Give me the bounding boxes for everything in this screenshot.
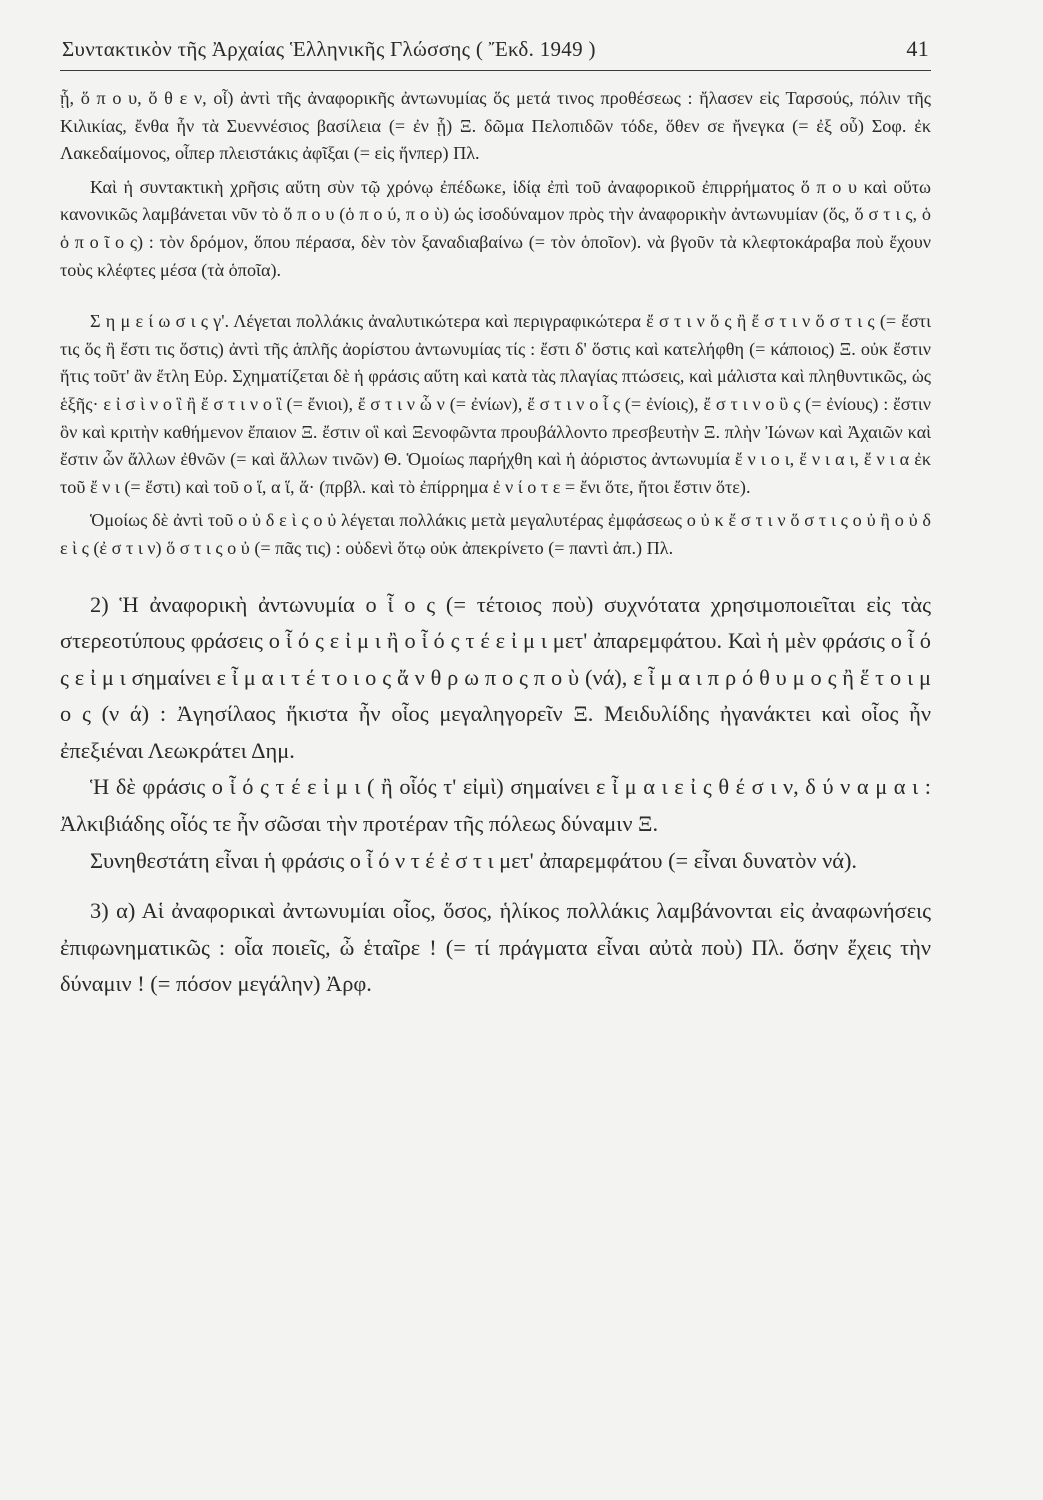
paragraph-oion-te-esti: Συνηθεστάτη εἶναι ἡ φράσις ο ἷ ό ν τ έ ἐ σ τ ι μετ' ἀπαρεμφάτου (= εἶναι δυνατὸν νά). bbox=[90, 847, 857, 873]
paragraph-syntactic-usage: Καὶ ἡ συντακτικὴ χρῆσις αὕτη σὺν τῷ χρόνῳ ἐπέδωκε, ἰδίᾳ ἐπὶ τοῦ ἀναφορικοῦ ἐπιρρήματος ὅ π ο υ καὶ οὕτω κανονικῶς λαμβάνεται νῦν τὸ ὅ π ο υ (ὁ π ο ύ, π ο ὺ) ὡς ἰσοδύναμον πρὸς τὴν ἀναφορικὴν ἀντωνυμίαν (ὅς, ὅ σ τ ι ς, ὁ ὁ π ο ῖ ο ς) : τὸν δρόμον, ὅπου πέρασα, δὲν τὸν ξαναδιαβαίνω (= τὸν ὁποῖον). νὰ βγοῦν τὰ κλεφτοκάραβα ποὺ ἔχουν τοὺς κλέφτες μέσα (τὰ ὁποῖα). bbox=[60, 176, 931, 280]
running-title: Συντακτικὸν τῆς Ἀρχαίας Ἑλληνικῆς Γλώσσης ( Ἔκδ. 1949 ) bbox=[62, 37, 596, 61]
paragraph-note-gamma: Σ η μ ε ί ω σ ι ς γ'. Λέγεται πολλάκις ἀναλυτικώτερα καὶ περιγραφικώτερα ἔ σ τ ι ν ὅ ς ἢ ἔ σ τ ι ν ὅ σ τ ι ς (= ἔστι τις ὅς ἢ ἔστι τις ὅστις) ἀντὶ τῆς ἁπλῆς ἀορίστου ἀντωνυμίας τίς : ἔστι δ' ὅστις καὶ κατελήφθη (= κάποιος) Ξ. οὐκ ἔστιν ἥτις τοῦτ' ἂν ἔτλη Εὐρ. Σχηματίζεται δὲ ἡ φράσις αὕτη καὶ κατὰ τὰς πλαγίας πτώσεις, καὶ μάλιστα καὶ πληθυντικῶς, ὡς ἑξῆς· ε ἰ σ ὶ ν ο ἳ ἢ ἔ σ τ ι ν ο ἳ (= ἔνιοι), ἔ σ τ ι ν ὧ ν (= ἐνίων), ἔ σ τ ι ν ο ἷ ς (= ἐνίοις), ἔ σ τ ι ν ο ὓ ς (= ἐνίους) : ἔστιν ὃν καὶ κριτὴν καθήμενον ἔπαιον Ξ. ἔστιν οἳ καὶ Ξενοφῶντα προυβάλλοντο πρεσβευτὴν Ξ. πλὴν Ἰώνων καὶ Ἀχαιῶν καὶ ἔστιν ὧν ἄλλων ἐθνῶν (= καὶ ἄλλων τινῶν) Θ. Ὁμοίως παρήχθη καὶ ἡ ἀόριστος ἀντωνυμία ἔ ν ι ο ι, ἔ ν ι α ι, ἔ ν ι α ἐκ τοῦ ἔ ν ι (= ἔστι) καὶ τοῦ ο ἵ, α ἵ, ἅ· (πρβλ. καὶ τὸ ἐπίρρημα ἐ ν ί ο τ ε = ἔνι ὅτε, ἤτοι ἔστιν ὅτε). bbox=[60, 311, 931, 497]
paragraph-section-3a: 3) α) Αἱ ἀναφορικαὶ ἀντωνυμίαι οἷος, ὅσος, ἡλίκος πολλάκις λαμβάνονται εἰς ἀναφωνήσεις ἐπιφωνηματικῶς : οἷα ποιεῖς, ὦ ἑταῖρε ! (= τί πράγματα εἶναι αὐτὰ ποὺ) Πλ. ὅσην ἔχεις τὴν δύναμιν ! (= πόσον μεγάλην) Ἀρφ. bbox=[60, 898, 931, 997]
page-number: 41 bbox=[906, 36, 929, 61]
running-header bbox=[60, 36, 931, 71]
paragraph-oios-te-eimi: Ἡ δὲ φράσις ο ἷ ό ς τ έ ε ἰ μ ι ( ἢ οἷός τ' εἰμὶ) σημαίνει ε ἶ μ α ι ε ἰ ς θ έ σ ι ν, δ ύ ν α μ α ι : Ἀλκιβιάδης οἷός τε ἦν σῶσαι τὴν προτέραν τῆς πόλεως δύναμιν Ξ. bbox=[60, 774, 931, 837]
paragraph-section-2: 2) Ἡ ἀναφορικὴ ἀντωνυμία ο ἷ ο ς (= τέτοιος ποὺ) συχνότατα χρησιμοποιεῖται εἰς τὰς στερεοτύπους φράσεις ο ἷ ό ς ε ἰ μ ι ἢ ο ἷ ό ς τ έ ε ἰ μ ι μετ' ἀπαρεμφάτου. Καὶ ἡ μὲν φράσις ο ἷ ό ς ε ἰ μ ι σημαίνει ε ἶ μ α ι τ έ τ ο ι ο ς ἄ ν θ ρ ω π ο ς π ο ὺ (νά), ε ἶ μ α ι π ρ ό θ υ μ ο ς ἢ ἕ τ ο ι μ ο ς (ν ά) : Ἀγησίλαος ἥκιστα ἦν οἷος μεγαληγορεῖν Ξ. Μειδυλίδης ἠγανάκτει καὶ οἷος ἦν ἐπεξιέναι Λεωκράτει Δημ. bbox=[60, 591, 931, 763]
paragraph-oudeis-ou: Ὁμοίως δὲ ἀντὶ τοῦ ο ὐ δ ε ὶ ς ο ὐ λέγεται πολλάκις μετὰ μεγαλυτέρας ἐμφάσεως ο ὐ κ ἔ σ τ ι ν ὅ σ τ ι ς ο ὐ ἢ ο ὐ δ ε ὶ ς (ἐ σ τ ι ν) ὅ σ τ ι ς ο ὐ (= πᾶς τις) : οὐδενὶ ὅτῳ οὐκ ἀπεκρίνετο (= παντὶ ἀπ.) Πλ. bbox=[60, 510, 931, 558]
paragraph-relative-adverbs: ᾗ, ὅ π ο υ, ὅ θ ε ν, οἷ) ἀντὶ τῆς ἀναφορικῆς ἀντωνυμίας ὅς μετά τινος προθέσεως : ἤλασεν εἰς Ταρσούς, πόλιν τῆς Κιλικίας, ἔνθα ἦν τὰ Συεννέσιος βασίλεια (= ἐν ᾗ) Ξ. δῶμα Πελοπιδῶν τόδε, ὅθεν σε ἤνεγκα (= ἐξ οὗ) Σοφ. ἐκ Λακεδαίμονος, οἷπερ πλειστάκις ἀφῖξαι (= εἰς ἥνπερ) Πλ. bbox=[60, 88, 931, 164]
